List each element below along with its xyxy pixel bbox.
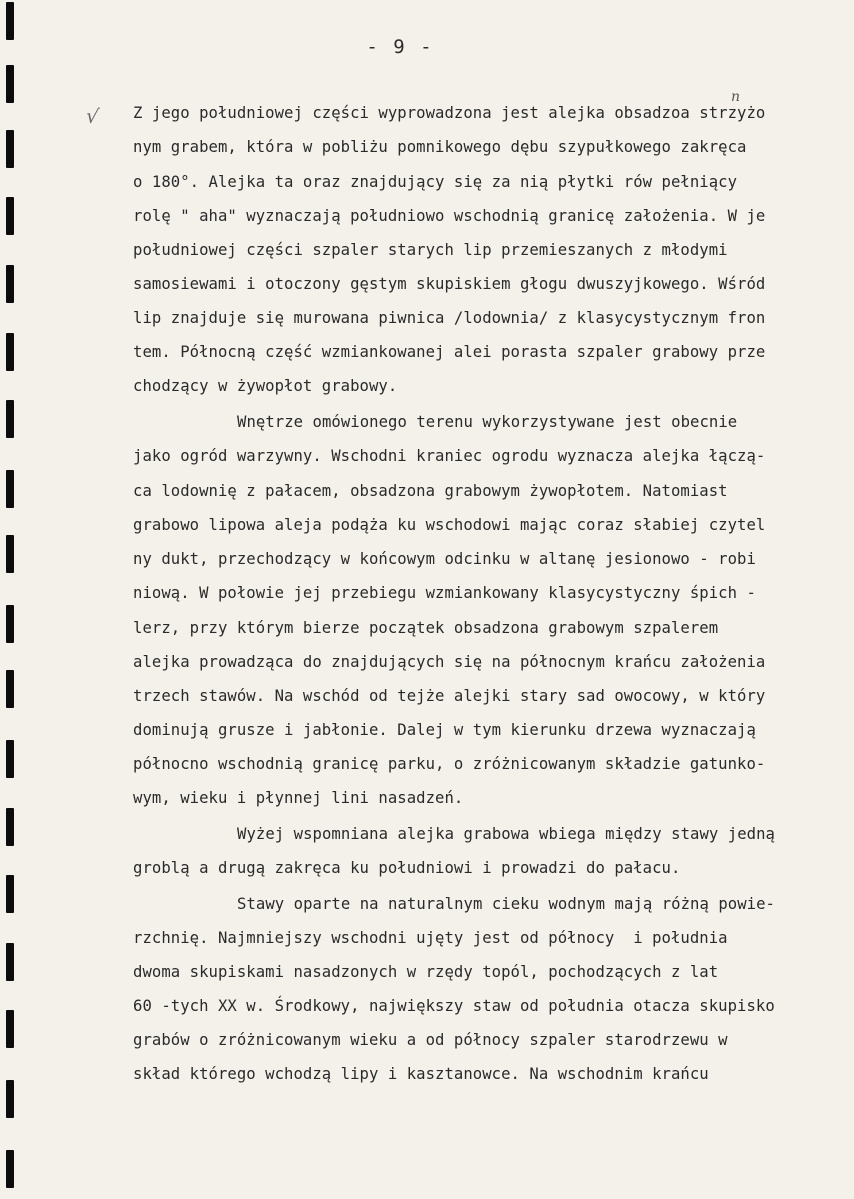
text-line: lerz, przy którym bierze początek obsadzona grabowym szpalerem — [133, 619, 719, 637]
text-line: wym, wieku i płynnej lini nasadzeń. — [133, 789, 464, 807]
punch-mark — [6, 130, 14, 168]
text-line: rzchnię. Najmniejszy wschodni ujęty jest od północy i południa — [133, 929, 728, 947]
text-line: trzech stawów. Na wschód od tejże alejki stary sad owocowy, w który — [133, 687, 766, 705]
text-line: nym grabem, która w pobliżu pomnikowego dębu szypułkowego zakręca — [133, 138, 747, 156]
punch-mark — [6, 605, 14, 643]
text-line: Stawy oparte na naturalnym cieku wodnym mają różną powie- — [237, 895, 775, 913]
text-line: tem. Północną część wzmiankowanej alei porasta szpaler grabowy prze — [133, 343, 766, 361]
text-line: chodzący w żywopłot grabowy. — [133, 377, 398, 395]
text-line: Z jego południowej części wyprowadzona jest alejka obsadzoa strzyżo — [133, 104, 766, 122]
punch-mark — [6, 1080, 14, 1118]
punch-mark — [6, 400, 14, 438]
punch-mark — [6, 1010, 14, 1048]
text-line: 60 -tych XX w. Środkowy, największy staw od południa otacza skupisko — [133, 997, 775, 1015]
punch-mark — [6, 2, 14, 40]
text-line: rolę " aha" wyznaczają południowo wschodnią granicę założenia. W je — [133, 207, 766, 225]
text-line: północno wschodnią granicę parku, o zróżnicowanym składzie gatunko- — [133, 755, 766, 773]
punch-mark — [6, 875, 14, 913]
text-line: groblą a drugą zakręca ku południowi i prowadzi do pałacu. — [133, 859, 681, 877]
text-line: południowej części szpaler starych lip przemieszanych z młodymi — [133, 241, 728, 259]
text-line: o 180°. Alejka ta oraz znajdujący się za nią płytki rów pełniący — [133, 173, 738, 191]
margin-check-mark: √ — [84, 103, 101, 129]
text-line: lip znajduje się murowana piwnica /lodownia/ z klasycystycznym fron — [133, 309, 766, 327]
text-line: samosiewami i otoczony gęstym skupiskiem głogu dwuszyjkowego. Wśród — [133, 275, 766, 293]
text-line: ny dukt, przechodzący w końcowym odcinku w altanę jesionowo - robi — [133, 550, 756, 568]
text-line: ca lodownię z pałacem, obsadzona grabowym żywopłotem. Natomiast — [133, 482, 728, 500]
punch-mark — [6, 808, 14, 846]
text-line: dwoma skupiskami nasadzonych w rzędy topól, pochodzących z lat — [133, 963, 719, 981]
punch-mark — [6, 943, 14, 981]
punch-mark — [6, 740, 14, 778]
text-line: skład którego wchodzą lipy i kasztanowce. Na wschodnim krańcu — [133, 1065, 709, 1083]
text-line: niową. W połowie jej przebiegu wzmiankowany klasycystyczny śpich - — [133, 584, 756, 602]
punch-mark — [6, 535, 14, 573]
punch-mark — [6, 197, 14, 235]
punch-mark — [6, 265, 14, 303]
text-line: grabowo lipowa aleja podąża ku wschodowi mając coraz słabiej czytel — [133, 516, 766, 534]
text-line: alejka prowadząca do znajdujących się na północnym krańcu założenia — [133, 653, 766, 671]
text-line: Wyżej wspomniana alejka grabowa wbiega między stawy jedną — [237, 825, 775, 843]
handwritten-correction: n — [731, 89, 741, 105]
page-number: - 9 - — [366, 36, 434, 58]
text-line: Wnętrze omówionego terenu wykorzystywane jest obecnie — [237, 413, 738, 431]
punch-mark — [6, 670, 14, 708]
text-line: grabów o zróżnicowanym wieku a od północy szpaler starodrzewu w — [133, 1031, 728, 1049]
binding-punch-marks — [6, 0, 16, 1199]
punch-mark — [6, 333, 14, 371]
text-line: jako ogród warzywny. Wschodni kraniec ogrodu wyznacza alejka łączą- — [133, 447, 766, 465]
punch-mark — [6, 1150, 14, 1188]
punch-mark — [6, 470, 14, 508]
punch-mark — [6, 65, 14, 103]
text-line: dominują grusze i jabłonie. Dalej w tym kierunku drzewa wyznaczają — [133, 721, 756, 739]
